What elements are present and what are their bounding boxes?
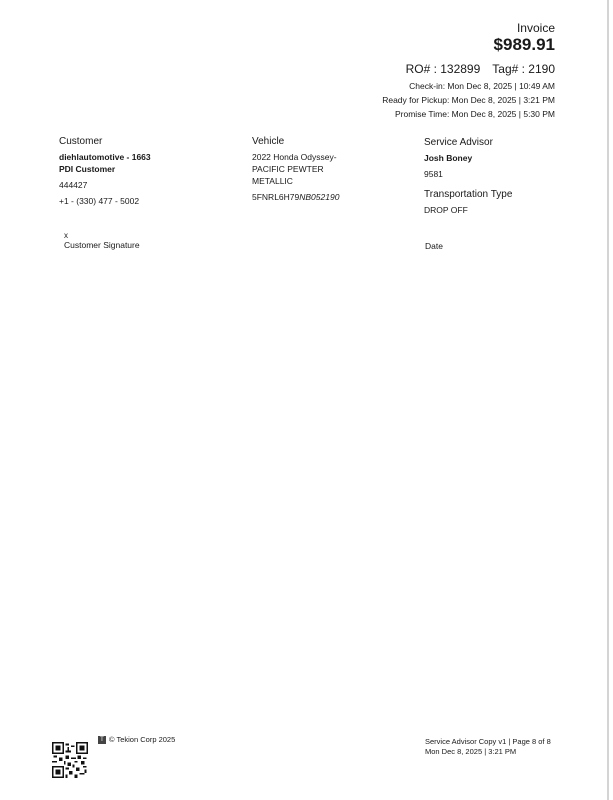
advisor-number: 9581	[424, 169, 443, 179]
ready-time: Ready for Pickup: Mon Dec 8, 2025 | 3:21 PM	[382, 95, 555, 105]
customer-id: 444427	[59, 180, 88, 190]
footer-info	[425, 737, 551, 757]
transport-value: DROP OFF	[424, 205, 468, 215]
vehicle-section	[252, 136, 372, 203]
signature-mark: x	[64, 231, 68, 240]
copy-page-line: Service Advisor Copy v1 | Page 8 of 8	[425, 737, 551, 746]
qr-code-icon	[52, 742, 88, 778]
ro-number: RO# : 132899	[405, 62, 481, 76]
vin-suffix: NB052190	[299, 192, 340, 202]
date-label: Date	[425, 241, 443, 251]
transport-heading: Transportation Type	[424, 189, 513, 200]
vehicle-color-1: PACIFIC PEWTER	[252, 164, 324, 174]
service-times	[382, 79, 555, 121]
advisor-section	[424, 137, 574, 216]
tag-number: Tag# : 2190	[492, 62, 555, 76]
footer-copyright	[98, 735, 175, 744]
ro-tag-line	[406, 62, 555, 76]
vehicle-model: 2022 Honda Odyssey-	[252, 152, 337, 162]
footer-date: Mon Dec 8, 2025 | 3:21 PM	[425, 747, 517, 756]
advisor-name: Josh Boney	[424, 153, 473, 163]
copyright-text: © Tekion Corp 2025	[109, 735, 176, 744]
invoice-label: Invoice	[516, 21, 555, 35]
page-edge	[607, 0, 609, 800]
signature-label: Customer Signature	[64, 240, 140, 250]
customer-heading: Customer	[59, 136, 103, 147]
customer-phone: +1 - (330) 477 - 5002	[59, 196, 140, 206]
customer-section	[59, 136, 219, 207]
customer-name: diehlautomotive - 1663	[59, 152, 151, 162]
invoice-total: $989.91	[493, 35, 555, 54]
customer-type: PDI Customer	[59, 164, 116, 174]
tekion-logo-icon: T	[98, 736, 106, 744]
checkin-time: Check-in: Mon Dec 8, 2025 | 10:49 AM	[409, 81, 555, 91]
vin-prefix: 5FNRL6H79	[252, 192, 300, 202]
vehicle-heading: Vehicle	[252, 136, 285, 147]
promise-time: Promise Time: Mon Dec 8, 2025 | 5:30 PM	[395, 109, 555, 119]
advisor-heading: Service Advisor	[424, 137, 493, 148]
vehicle-color-2: METALLIC	[252, 176, 293, 186]
vehicle-vin	[252, 191, 372, 203]
